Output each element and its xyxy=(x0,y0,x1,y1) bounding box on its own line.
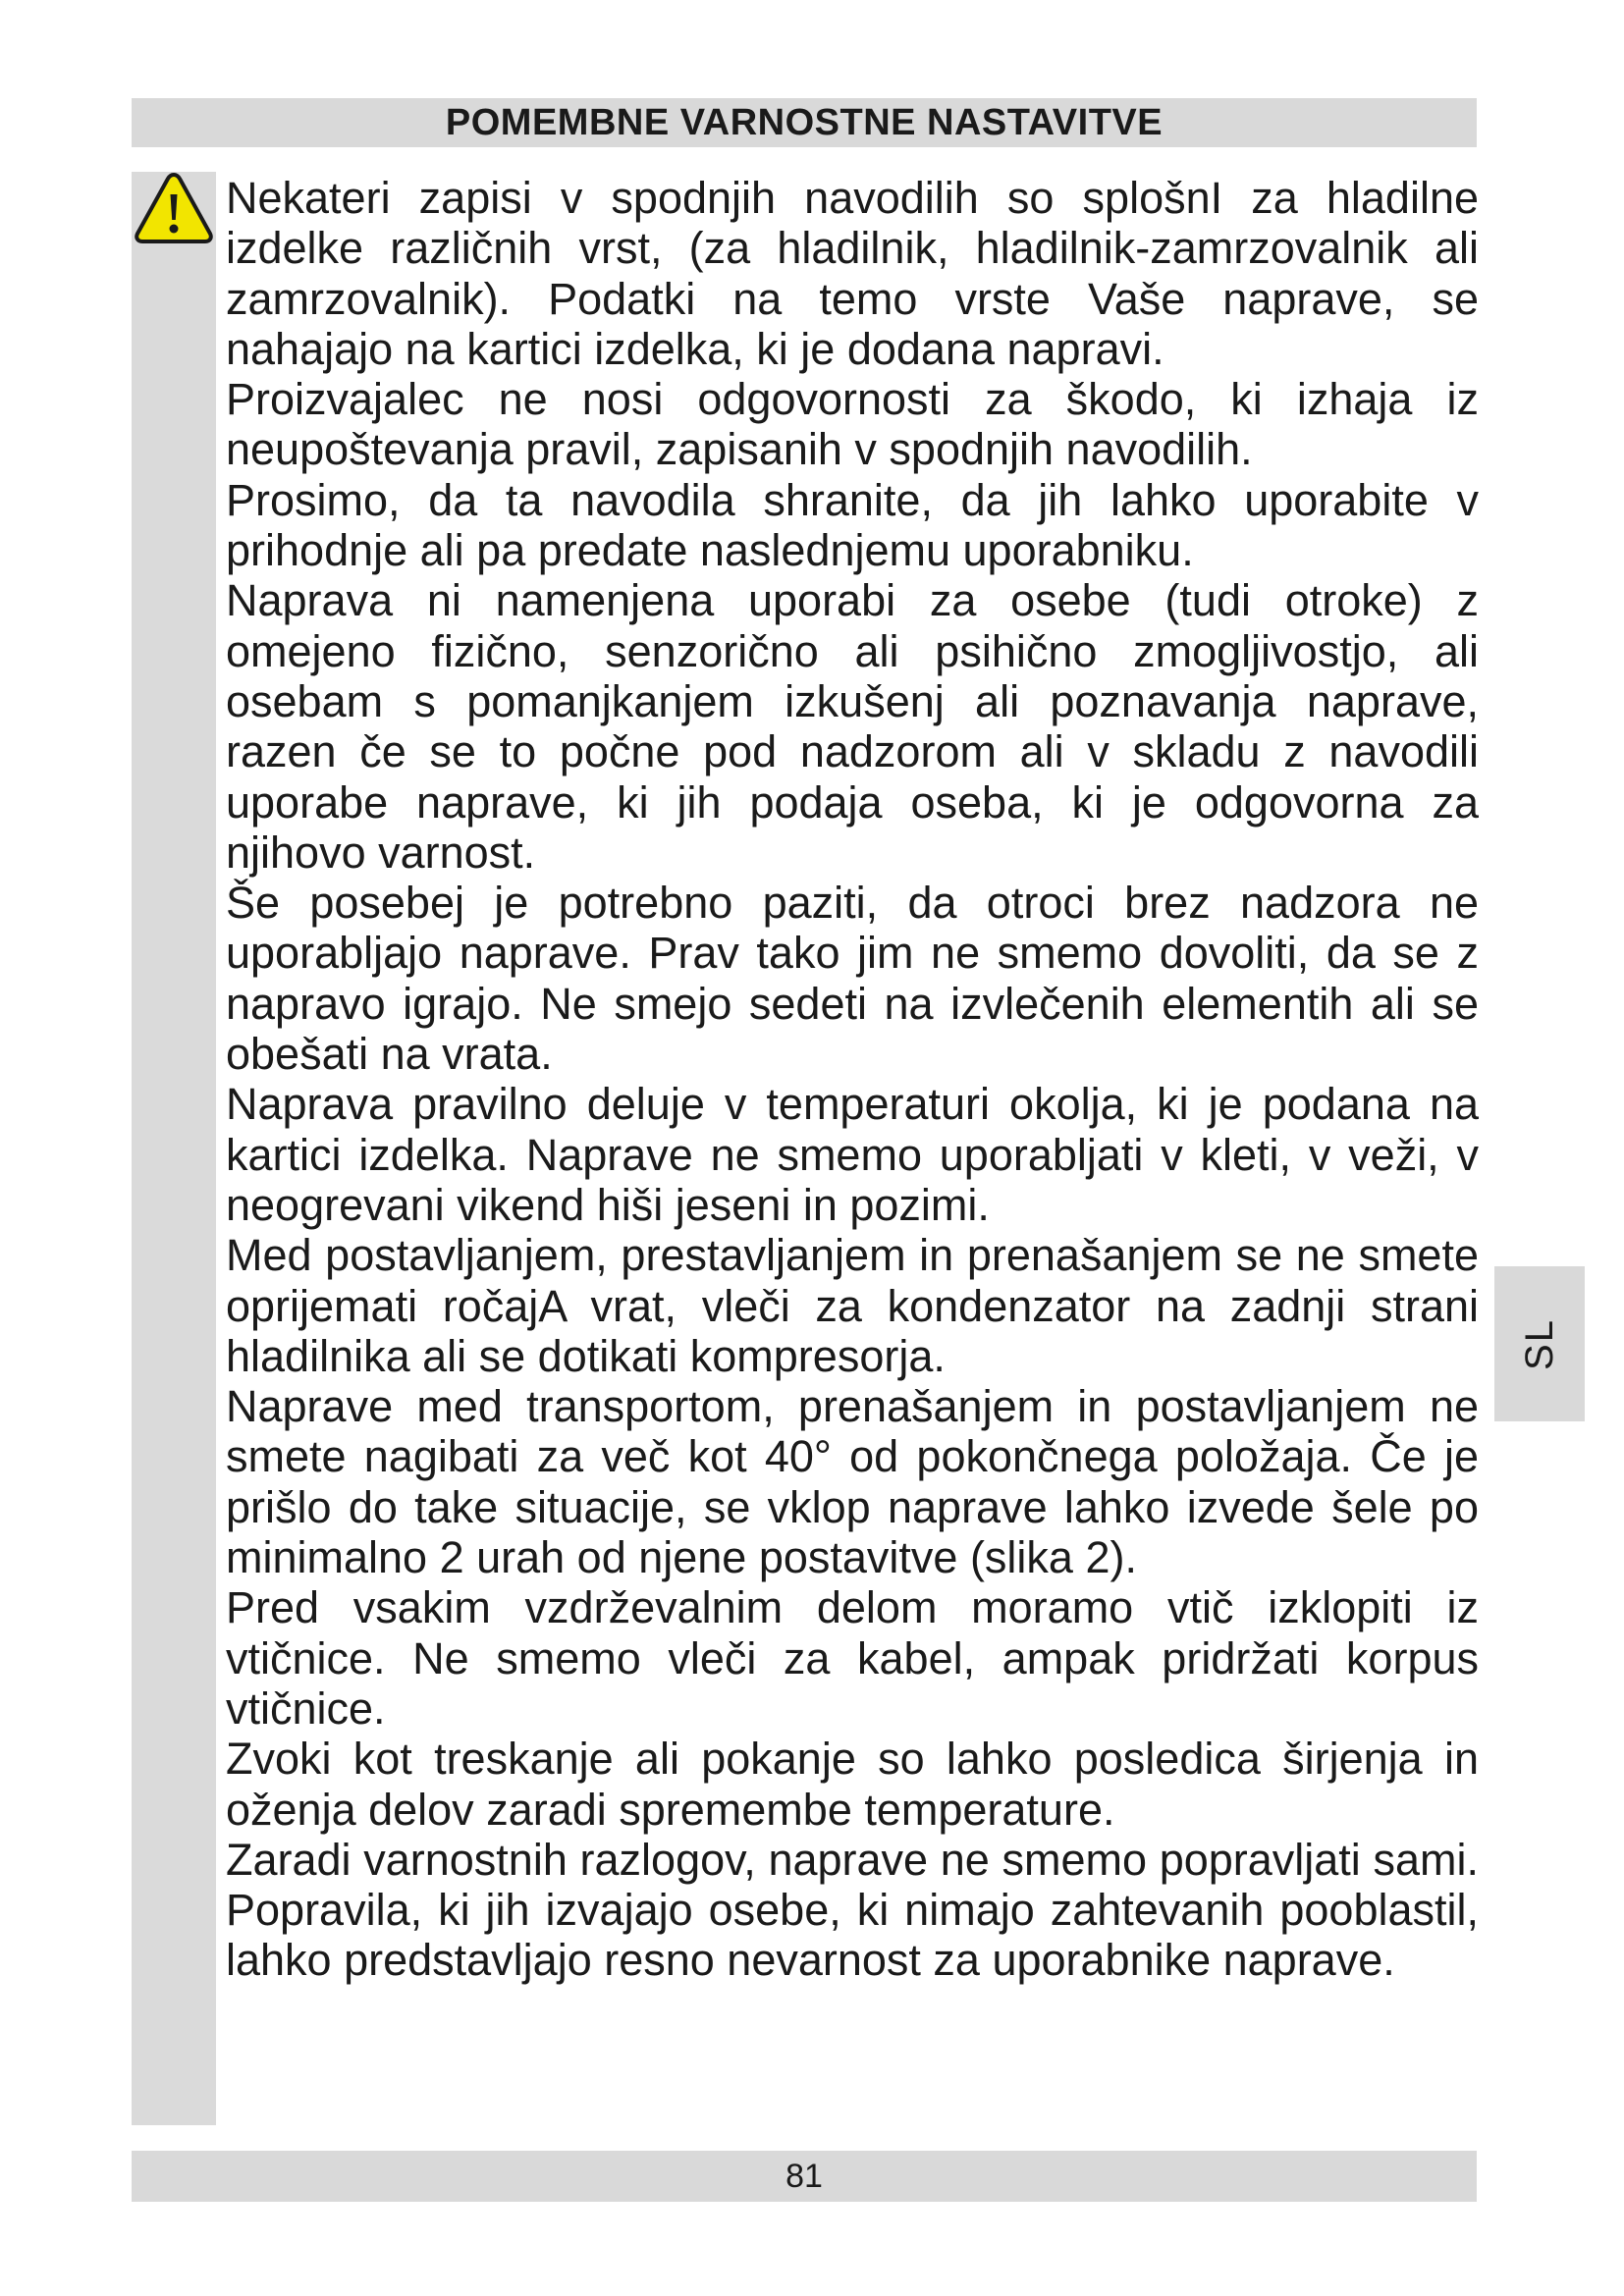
paragraph-product-types: Nekateri zapisi v spodnjih navodilih so splošnI za hladilne izdelke različnih vrst, (za hladilnik, hladilnik-zamrzovalnik ali zamrzovalnik). Podatki na temo vrste Vaše naprave, se nahajajo na kartici izdelka, ki je dodana napravi. xyxy=(226,173,1479,374)
paragraph-liability: Proizvajalec ne nosi odgovornosti za škodo, ki izhaja iz neupoštevanja pravil, zapisanih v spodnjih navodilih. xyxy=(226,374,1479,475)
paragraph-keep-manual: Prosimo, da ta navodila shranite, da jih lahko uporabite v prihodnje ali pa predate naslednjemu uporabniku. xyxy=(226,474,1479,576)
page-title: POMEMBNE VARNOSTNE NASTAVITVE xyxy=(445,101,1164,143)
left-margin-stripe xyxy=(132,172,216,2125)
paragraph-ambient-temperature: Naprava pravilno deluje v temperaturi okolja, ki je podana na kartici izdelka. Naprave ne smemo uporabljati v kleti, v veži, v neogrevani vikend hiši jeseni in pozimi. xyxy=(226,1079,1479,1230)
warning-triangle-icon xyxy=(131,169,217,247)
paragraph-children: Še posebej je potrebno paziti, da otroci brez nadzora ne uporabljajo naprave. Prav tako jim ne smemo dovoliti, da se z napravo igrajo. Ne smejo sedeti na izvlečenih elementih ali se obešati na vrata. xyxy=(226,878,1479,1080)
page-number: 81 xyxy=(785,2157,823,2195)
paragraph-moving: Med postavljanjem, prestavljanjem in prenašanjem se ne smete oprijemati ročajA vrat, vleči za kondenzator na zadnji strani hladilnika ali se dotikati kompresorja. xyxy=(226,1230,1479,1381)
paragraph-transport-tilt: Naprave med transportom, prenašanjem in postavljanjem ne smete nagibati za več kot 40° od pokončnega položaja. Če je prišlo do take situacije, se vklop naprave lahko izvede šele po minimalno 2 urah od njene postavitve (slika 2). xyxy=(226,1381,1479,1583)
paragraph-restricted-users: Naprava ni namenjena uporabi za osebe (tudi otroke) z omejeno fizično, senzorično ali psihično zmogljivostjo, ali osebam s pomanjkanjem izkušenj ali poznavanja naprave, razen če se to počne pod nadzorom ali v skladu z navodili uporabe naprave, ki jih podaja oseba, ki je odgovorna za njihovo varnost. xyxy=(226,575,1479,878)
paragraph-maintenance: Pred vsakim vzdrževalnim delom moramo vtič izklopiti iz vtičnice. Ne smemo vleči za kabel, ampak pridržati korpus vtičnice. xyxy=(226,1582,1479,1734)
paragraph-repairs: Zaradi varnostnih razlogov, naprave ne smemo popravljati sami. Popravila, ki jih izvajajo osebe, ki nimajo zahtevanih pooblastil, lahko predstavljajo resno nevarnost za uporabnike naprave. xyxy=(226,1834,1479,1986)
paragraph-noises: Zvoki kot treskanje ali pokanje so lahko posledica širjenja in oženja delov zaradi spremembe temperature. xyxy=(226,1734,1479,1835)
footer-bar xyxy=(132,2151,1477,2202)
safety-instructions-body xyxy=(226,173,1479,1986)
header-bar xyxy=(132,98,1477,147)
language-tab xyxy=(1494,1266,1585,1421)
language-tab-label: SL xyxy=(1517,1317,1561,1370)
